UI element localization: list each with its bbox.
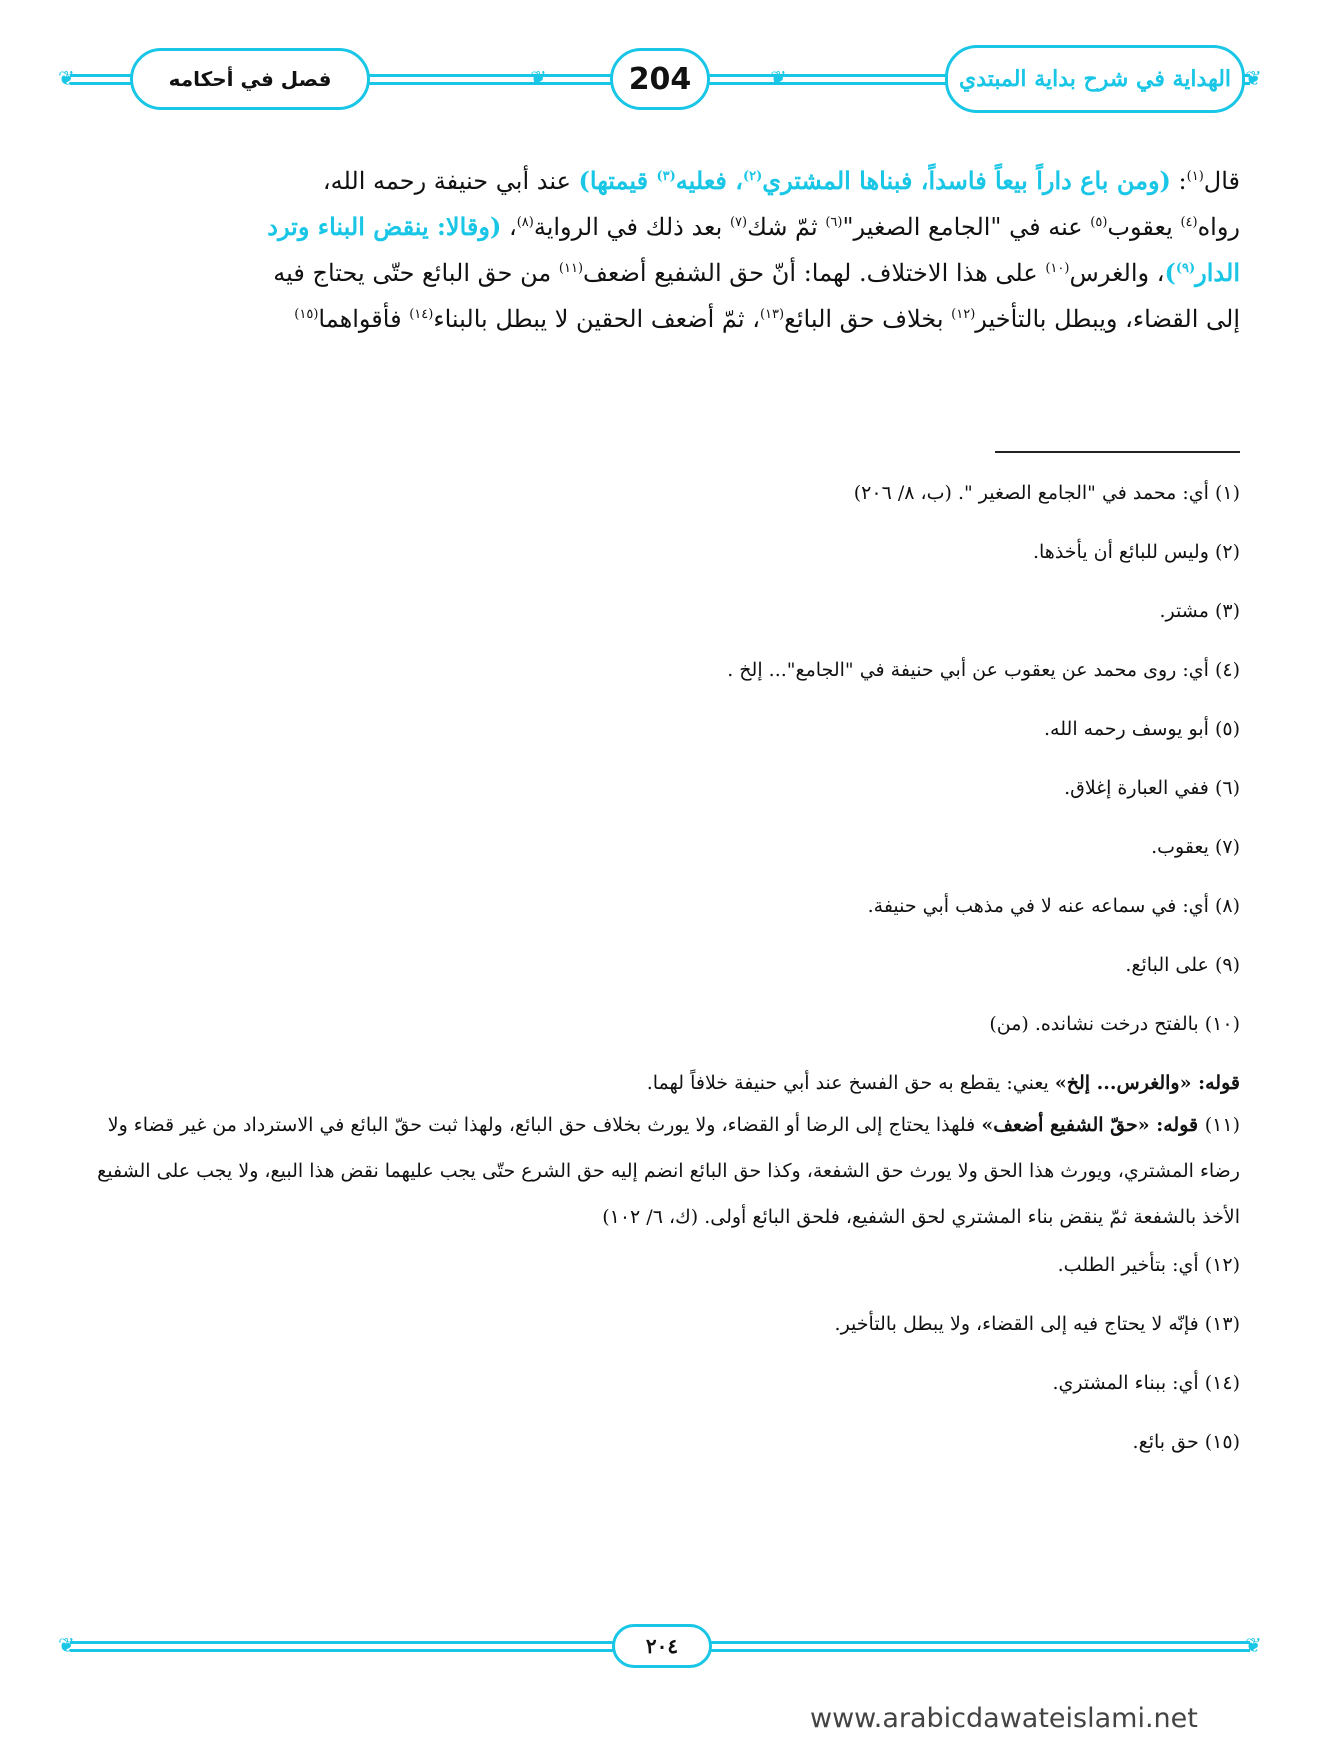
header-page-number: 204 [610,48,710,110]
ornament-right-icon: ❦ [1245,66,1262,90]
text-segment: الدار [1195,258,1240,287]
text-segment: قيمتها) [578,166,657,195]
footnote [95,891,1240,921]
footnote-number: (٣) [1214,600,1240,622]
footnote-number: (٧) [1214,836,1240,858]
footnote-number: (٦) [1214,777,1240,799]
footnote-number: (٥) [1214,718,1240,740]
footnote-text: على البائع. [1125,954,1215,976]
footer-ornament-right-icon: ❦ [1245,1633,1262,1657]
footnote-text: أي: ببناء المشتري. [1052,1372,1205,1394]
text-segment: رواه [1197,213,1240,241]
text-segment: إلى القضاء، ويبطل بالتأخير [975,305,1240,333]
footnote [95,655,1240,685]
chapter-title: فصل في أحكامه [130,48,370,110]
footnote-number: (١٥) [1204,1431,1240,1453]
footnote-text: أي: روى محمد عن يعقوب عن أبي حنيفة في "الجامع"... إلخ . [727,659,1215,681]
footnote [95,1250,1240,1280]
footnote-marker: (٦) [825,215,843,230]
text-segment: على هذا الاختلاف. لهما: أنّ حق الشفيع أضعف [583,259,1046,287]
footnote-marker: (٨) [516,215,534,230]
commentary-heading: قوله: «والغرس... إلخ» [1054,1072,1240,1094]
footnote-marker: (١٣) [759,307,785,322]
footnote-number: (٨) [1214,895,1240,917]
footnote [95,714,1240,744]
footnote-marker: (٥) [1090,215,1108,230]
main-line [95,204,1240,250]
footnote [95,1309,1240,1339]
footnote-marker: (٣) [656,169,676,184]
footnote-marker: (١١) [558,261,584,276]
text-segment: ثمّ شك [747,213,826,241]
footnote [95,773,1240,803]
text-segment: ، [501,213,517,241]
footnote [95,832,1240,862]
book-title-logo: الهداية في شرح بداية المبتدي [945,45,1245,113]
footnote-text: مشتر. [1159,600,1215,622]
text-segment: بعد ذلك في الرواية [533,213,730,241]
footnote [95,537,1240,567]
footnote-text: أبو يوسف رحمه الله. [1044,718,1215,740]
main-line [95,296,1240,342]
text-segment: ، ثمّ أضعف الحقين لا يبطل بالبناء [433,305,760,333]
text-segment: يعقوب [1107,213,1181,241]
footnote-marker: (٢) [742,169,763,184]
footnote-text: أي: محمد في "الجامع الصغير ". (ب، ٨/ ٢٠٦) [853,482,1215,504]
ornament-mid-right-icon: ❦ [770,66,787,90]
footnote-text: ففي العبارة إغلاق. [1064,777,1215,799]
footnote [95,1368,1240,1398]
text-segment: من حق البائع حتّى يحتاج فيه [273,259,559,287]
footer-ornament-left-icon: ❦ [58,1633,75,1657]
footnote-text: أي: بتأخير الطلب. [1057,1254,1205,1276]
text-segment: : [1170,167,1187,195]
footnote-marker: (١٠) [1045,261,1070,276]
text-segment: (وقالا: ينقض البناء وترد [267,212,502,241]
footnote [95,478,1240,508]
footnote-marker: (١٤) [409,307,434,322]
main-text [95,158,1240,342]
text-segment: ، فعليه [675,166,743,195]
footnote-text: حق بائع. [1132,1431,1205,1453]
footnote-marker: (٤) [1180,215,1198,230]
footnote-number: (١١) [1204,1114,1240,1136]
footnote-text: وليس للبائع أن يأخذها. [1032,541,1215,563]
footnote [95,596,1240,626]
commentary-text: يعني: يقطع به حق الفسخ عند أبي حنيفة خلافاً لهما. [646,1072,1055,1094]
text-segment: عند أبي حنيفة رحمه الله، [322,167,579,195]
text-segment: بخلاف حق البائع [784,305,952,333]
footnote-text: يعقوب. [1151,836,1215,858]
footnote [95,950,1240,980]
text-segment: قال [1203,167,1240,195]
main-line [95,158,1240,204]
footer-page-number: ٢٠٤ [612,1624,712,1668]
footnotes [95,478,1240,1486]
footnote-text: فلهذا يحتاج إلى الرضا أو القضاء، ولا يورث بخلاف حق البائع، ولهذا ثبت حقّ البائع في الاسترداد من غير قضاء ولا رضاء المشتري، ويورث هذا الحق ولا يورث حق الشفعة، وكذا حق البائع انضم إليه حق الشرع حتّى يجب عليهما نقض هذا البيع، ولا يجب على الشفيع الأخذ بالشفعة ثمّ ينقض بناء المشتري لحق الشفيع، فلحق البائع أولى. (ك، ٦/ ١٠٢) [97,1114,1240,1228]
ornament-mid-left-icon: ❦ [530,66,547,90]
footnote-number: (٤) [1214,659,1240,681]
footnote-text: بالفتح درخت نشانده. (من) [989,1013,1205,1035]
footnote-divider [995,451,1240,453]
footnote-marker: (١) [1186,169,1204,184]
footnote-number: (١) [1214,482,1240,504]
text-segment: فأقواهما [318,305,410,333]
text-segment: (ومن باع داراً بيعاً فاسداً، فبناها المشتري [762,166,1171,195]
ornament-left-icon: ❦ [58,66,75,90]
footnote-number: (١٤) [1204,1372,1240,1394]
footnote [95,1009,1240,1039]
commentary-note [95,1068,1240,1098]
footnote-number: (١٣) [1204,1313,1240,1335]
footnote-number: (١٢) [1204,1254,1240,1276]
footnote-marker: (١٥) [294,307,319,322]
main-line [95,250,1240,296]
footnote-number: (٩) [1214,954,1240,976]
footnote-marker: (٩) [1175,261,1196,276]
text-segment: عنه في "الجامع الصغير" [842,213,1091,241]
footnote-text: فإنّه لا يحتاج فيه إلى القضاء، ولا يبطل بالتأخير. [834,1313,1205,1335]
footnote-marker: (١٢) [951,307,976,322]
footnote-marker: (٧) [729,215,748,230]
text-segment: ) [1164,258,1176,287]
footnote-11 [95,1102,1240,1240]
footnote [95,1427,1240,1457]
footnote-heading: قوله: «حقّ الشفيع أضعف» [981,1114,1205,1136]
footnote-number: (١٠) [1204,1013,1240,1035]
footnote-number: (٢) [1214,541,1240,563]
footnote-text: أي: في سماعه عنه لا في مذهب أبي حنيفة. [867,895,1215,917]
website-url: www.arabicdawateislami.net [810,1703,1198,1734]
text-segment: ، والغرس [1069,259,1165,287]
